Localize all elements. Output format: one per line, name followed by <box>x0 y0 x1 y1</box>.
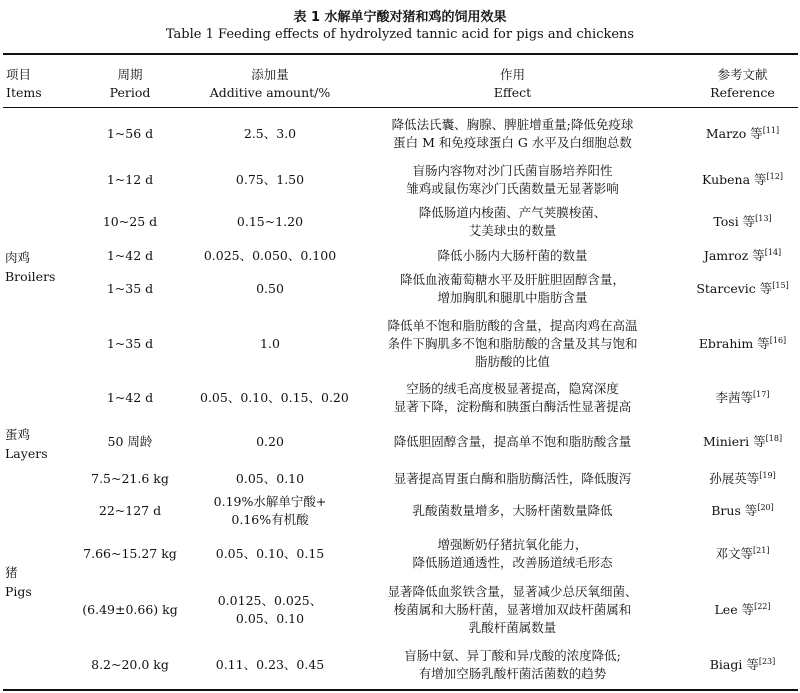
row-additive: 0.19%水解单宁酸+ 0.16%有机酸 <box>213 494 327 527</box>
row-reference <box>690 280 795 298</box>
reference-number: [23] <box>758 656 776 666</box>
row-effect: 盲肠中氨、异丁酸和异戊酸的浓度降低; 有增加空肠乳酸杆菌活菌数的趋势 <box>404 648 621 681</box>
row-period: 1~35 d <box>106 336 154 351</box>
reference-number: [18] <box>765 433 783 443</box>
row-period: 8.2~20.0 kg <box>91 657 169 672</box>
reference-number: [16] <box>769 335 787 345</box>
row-reference <box>690 502 795 520</box>
row-reference <box>690 171 795 189</box>
row-period: 10~25 d <box>102 214 158 229</box>
row-additive: 2.5、3.0 <box>243 126 297 141</box>
group-pigs: 猪 Pigs <box>5 565 32 599</box>
row-effect: 显著提高胃蛋白酶和脂肪酶活性，降低腹泻 <box>393 471 632 486</box>
reference-number: [20] <box>757 502 774 512</box>
row-effect: 显著降低血浆铁含量，显著减少总厌氧细菌、 梭菌属和大肠杆菌，显著增加双歧杆菌属和 乳酸杆菌属数量 <box>387 584 638 635</box>
reference-number: [17] <box>753 389 770 399</box>
row-period: 7.5~21.6 kg <box>91 471 169 486</box>
reference-author: Brus 等 <box>711 503 758 518</box>
row-effect: 增强断奶仔猪抗氧化能力， 降低肠道通透性，改善肠道绒毛形态 <box>412 537 613 570</box>
row-effect: 空肠的绒毛高度极显著提高，隐窝深度 显著下降，淀粉酶和胰蛋白酶活性显著提高 <box>393 381 632 414</box>
row-reference <box>690 545 795 563</box>
header-reference: 参考文献 Reference <box>710 67 775 100</box>
header-effect: 作用 Effect <box>493 67 532 100</box>
row-effect: 降低血液葡萄糖水平及肝脏胆固醇含量， 增加胸肌和腿肌中脂肪含量 <box>399 272 625 305</box>
row-effect: 盲肠内容物对沙门氏菌盲肠培养阳性 雏鸡或鼠伤寒沙门氏菌数量无显著影响 <box>406 163 619 196</box>
row-effect: 降低胆固醇含量，提高单不饱和脂肪酸含量 <box>393 434 632 449</box>
header-period: 周期 Period <box>109 67 151 100</box>
row-period: 1~42 d <box>106 390 154 405</box>
row-reference <box>690 470 795 488</box>
reference-author: Starcevic 等 <box>696 281 773 296</box>
header-additive: 添加量 Additive amount/% <box>209 67 331 100</box>
row-period: 1~56 d <box>106 126 154 141</box>
row-additive: 0.50 <box>256 281 284 296</box>
row-period: 22~127 d <box>98 503 162 518</box>
row-reference <box>690 389 795 407</box>
row-additive: 0.05、0.10、0.15 <box>215 546 325 561</box>
row-period: 1~42 d <box>106 248 154 263</box>
group-broilers: 肉鸡 Broilers <box>5 250 56 284</box>
row-reference <box>690 213 795 231</box>
row-period: 50 周龄 <box>107 434 153 449</box>
row-additive: 0.0125、0.025、 0.05、0.10 <box>217 593 323 626</box>
table-title-cn: 表 1 水解单宁酸对猪和鸡的饲用效果 <box>293 10 507 25</box>
row-reference <box>690 125 795 143</box>
row-effect: 降低小肠内大肠杆菌的数量 <box>437 248 588 263</box>
row-reference <box>690 335 795 353</box>
row-additive: 0.025、0.050、0.100 <box>203 248 337 263</box>
reference-author: Kubena 等 <box>702 172 767 187</box>
reference-author: 李茜等 <box>715 390 754 405</box>
header-items: 项目 Items <box>6 67 42 100</box>
reference-author: Minieri 等 <box>702 434 766 449</box>
row-reference <box>690 601 795 619</box>
row-effect: 降低法氏囊、胸腺、脾脏增重量;降低免疫球 蛋白 M 和免疫球蛋白 G 水平及白细胞总数 <box>391 117 634 150</box>
reference-author: Tosi 等 <box>713 214 756 229</box>
row-reference <box>690 656 795 674</box>
reference-number: [12] <box>766 171 783 181</box>
row-additive: 0.20 <box>256 434 284 449</box>
row-additive: 0.05、0.10、0.15、0.20 <box>200 390 349 405</box>
reference-author: 孙展英等 <box>709 471 760 486</box>
reference-number: [15] <box>772 280 789 290</box>
reference-author: 邓文等 <box>715 546 754 561</box>
row-effect: 降低单不饱和脂肪酸的含量，提高肉鸡在高温 条件下胸肌多不饱和脂肪酸的含量及其与饱和 脂肪酸的比值 <box>387 318 638 369</box>
row-reference <box>690 433 795 451</box>
reference-number: [19] <box>759 470 776 480</box>
group-layers: 蛋鸡 Layers <box>5 427 48 461</box>
reference-number: [22] <box>754 601 771 611</box>
reference-author: Lee 等 <box>714 602 755 617</box>
row-period: 7.66~15.27 kg <box>83 546 177 561</box>
bottom-rule <box>3 689 798 691</box>
reference-number: [11] <box>762 125 780 135</box>
row-additive: 0.15~1.20 <box>236 214 304 229</box>
reference-number: [14] <box>764 247 782 257</box>
row-reference <box>690 247 795 265</box>
header-rule <box>3 107 798 108</box>
row-period: 1~12 d <box>106 172 154 187</box>
top-rule <box>3 53 798 55</box>
reference-author: Ebrahim 等 <box>698 336 770 351</box>
row-additive: 0.75、1.50 <box>235 172 305 187</box>
row-effect: 乳酸菌数量增多，大肠杆菌数量降低 <box>412 503 613 518</box>
row-effect: 降低肠道内梭菌、产气荚膜梭菌、 艾美球虫的数量 <box>418 205 607 238</box>
reference-number: [13] <box>755 213 772 223</box>
row-additive: 0.05、0.10 <box>235 471 305 486</box>
reference-author: Jamroz 等 <box>703 248 765 263</box>
reference-author: Biagi 等 <box>709 657 759 672</box>
row-period: 1~35 d <box>106 281 154 296</box>
reference-number: [21] <box>753 545 770 555</box>
table-title-en: Table 1 Feeding effects of hydrolyzed tannic acid for pigs and chickens <box>165 27 635 42</box>
row-additive: 0.11、0.23、0.45 <box>215 657 325 672</box>
reference-author: Marzo 等 <box>705 126 763 141</box>
row-additive: 1.0 <box>260 336 280 351</box>
row-period: (6.49±0.66) kg <box>82 602 178 617</box>
